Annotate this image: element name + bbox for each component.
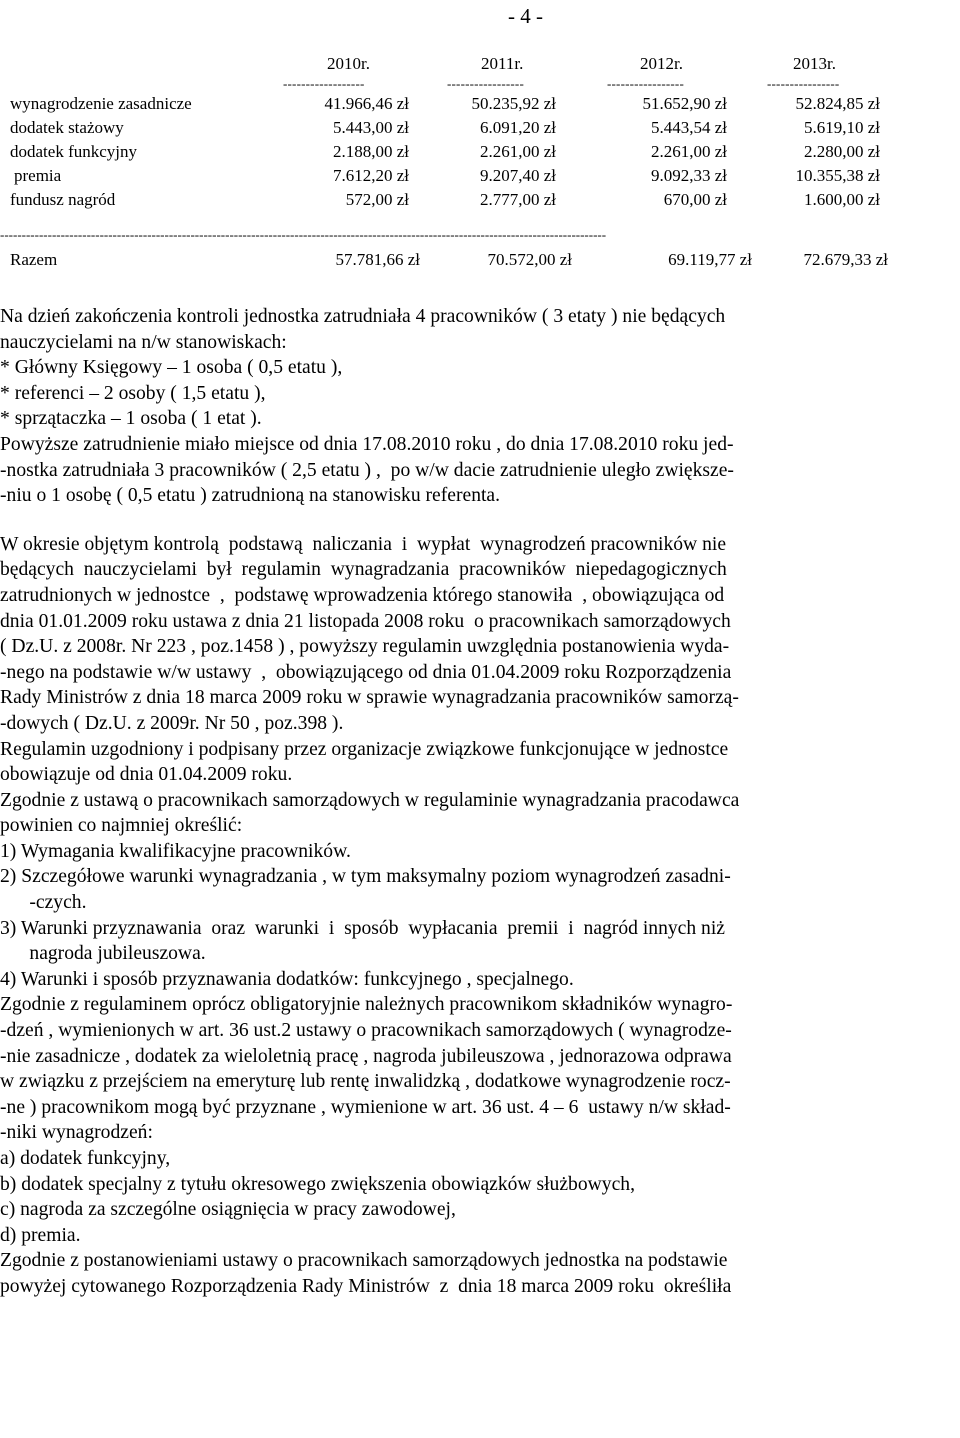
text-line: Powyższe zatrudnienie miało miejsce od dnia 17.08.2010 roku , do dnia 17.08.2010 roku jed- <box>0 433 734 455</box>
value-2010: 2.188,00 zł <box>332 142 409 161</box>
text-line: W okresie objętym kontrolą podstawą naliczania i wypłat wynagrodzeń pracowników nie <box>0 533 727 555</box>
text-line: -dowych ( Dz.U. z 2009r. Nr 50 , poz.398 ). <box>0 712 344 734</box>
text-line: -dzeń , wymienionych w art. 36 ust.2 ustawy o pracownikach samorządowych ( wynagrodze- <box>0 1020 732 1042</box>
value-2011: 50.235,92 zł <box>471 94 556 113</box>
text-line: -nego na podstawie w/w ustawy , obowiązującego od dnia 01.04.2009 roku Rozporządzenia <box>0 661 732 683</box>
underline-2011: ----------------- <box>447 76 524 91</box>
value-2012: 5.443,54 zł <box>650 118 727 137</box>
salary-table <box>0 52 960 212</box>
value-2011: 2.777,00 zł <box>479 190 556 209</box>
text-line: -nostka zatrudniała 3 pracowników ( 2,5 etatu ) , po w/w dacie zatrudnienie uległo zwiększe- <box>0 459 734 481</box>
year-2012: 2012r. <box>640 54 683 73</box>
row-label: dodatek funkcyjny <box>10 142 137 161</box>
paragraph-regulations <box>0 532 950 1300</box>
text-line: Regulamin uzgodniony i podpisany przez organizacje związkowe funkcjonujące w jednostce <box>0 738 729 760</box>
year-header-row <box>0 52 960 76</box>
text-line: c) nagroda za szczególne osiągnięcia w pracy zawodowej, <box>0 1199 456 1221</box>
value-2011: 6.091,20 zł <box>479 118 556 137</box>
value-2012: 51.652,90 zł <box>642 94 727 113</box>
value-2011: 2.261,00 zł <box>479 142 556 161</box>
paragraph-gap <box>0 509 950 532</box>
year-2013: 2013r. <box>793 54 836 73</box>
year-2010: 2010r. <box>327 54 370 73</box>
value-2013: 10.355,38 zł <box>795 166 880 185</box>
total-2013: 72.679,33 zł <box>803 250 888 269</box>
value-2011: 9.207,40 zł <box>479 166 556 185</box>
underline-2010: ------------------ <box>283 76 365 91</box>
text-line: w związku z przejściem na emeryturę lub rentę inwalidzką , dodatkowe wynagrodzenie rocz- <box>0 1071 731 1093</box>
underline-2012: ----------------- <box>607 76 684 91</box>
value-2010: 41.966,46 zł <box>324 94 409 113</box>
text-line: a) dodatek funkcyjny, <box>0 1148 171 1169</box>
value-2010: 572,00 zł <box>345 190 409 209</box>
underline-row <box>0 76 960 92</box>
text-line: 3) Warunki przyznawania oraz warunki i sposób wypłacania premii i nagród innych niż <box>0 917 725 939</box>
page-number: - 4 - <box>508 4 543 28</box>
table-row <box>0 116 960 140</box>
text-line: Zgodnie z postanowieniami ustawy o pracownikach samorządowych jednostka na podstawie <box>0 1250 728 1272</box>
paragraph-employment <box>0 304 950 509</box>
text-line: 2) Szczegółowe warunki wynagradzania , w tym maksymalny poziom wynagrodzeń zasadni- <box>0 866 731 888</box>
value-2012: 670,00 zł <box>663 190 727 209</box>
text-line: b) dodatek specjalny z tytułu okresowego zwiększenia obowiązków służbowych, <box>0 1173 635 1195</box>
text-line: * sprzątaczka – 1 osoba ( 1 etat ). <box>0 408 262 430</box>
row-label: dodatek stażowy <box>10 118 124 137</box>
text-line: Zgodnie z ustawą o pracownikach samorządowych w regulaminie wynagradzania pracodawca <box>0 789 740 811</box>
text-line: ( Dz.U. z 2008r. Nr 223 , poz.1458 ) , powyższy regulamin uwzględnia postanowienia wyda- <box>0 636 730 658</box>
value-2010: 5.443,00 zł <box>332 118 409 137</box>
row-label: wynagrodzenie zasadnicze <box>10 94 192 113</box>
text-line: 4) Warunki i sposób przyznawania dodatków: funkcyjnego , specjalnego. <box>0 968 574 990</box>
text-line: nauczycielami na n/w stanowiskach: <box>0 331 287 353</box>
value-2010: 7.612,20 zł <box>332 166 409 185</box>
text-line: 1) Wymagania kwalifikacyjne pracowników. <box>0 840 351 862</box>
total-2012: 69.119,77 zł <box>668 250 752 269</box>
value-2012: 2.261,00 zł <box>650 142 727 161</box>
body-text <box>0 304 950 1300</box>
text-line: * referenci – 2 osoby ( 1,5 etatu ), <box>0 382 266 404</box>
text-line: nagroda jubileuszowa. <box>0 943 206 965</box>
value-2013: 2.280,00 zł <box>803 142 880 161</box>
text-line: Zgodnie z regulaminem oprócz obligatoryjnie należnych pracownikom składników wynagro- <box>0 994 733 1016</box>
value-2013: 1.600,00 zł <box>803 190 880 209</box>
underline-2013: ---------------- <box>767 76 840 91</box>
text-line: d) premia. <box>0 1224 81 1246</box>
row-label: fundusz nagród <box>10 190 116 209</box>
text-line: zatrudnionych w jednostce , podstawę wprowadzenia którego stanowiła , obowiązująca od <box>0 584 725 606</box>
total-2011: 70.572,00 zł <box>487 250 572 269</box>
text-line: -czych. <box>0 892 87 914</box>
table-row <box>0 140 960 164</box>
text-line: będących nauczycielami był regulamin wynagradzania pracowników niepedagogicznych <box>0 559 727 581</box>
value-2013: 52.824,85 zł <box>795 94 880 113</box>
value-2012: 9.092,33 zł <box>650 166 727 185</box>
table-separator: -------------------------------------------------------------------------------------------------------------------------------------------- <box>0 227 607 242</box>
text-line: powinien co najmniej określić: <box>0 815 243 837</box>
total-2010: 57.781,66 zł <box>335 250 420 269</box>
text-line: -ne ) pracownikom mogą być przyznane , wymienione w art. 36 ust. 4 – 6 ustawy n/w skład- <box>0 1096 731 1118</box>
row-label: premia <box>14 166 62 185</box>
text-line: obowiązuje od dnia 01.04.2009 roku. <box>0 764 293 786</box>
value-2013: 5.619,10 zł <box>803 118 880 137</box>
text-line: Rady Ministrów z dnia 18 marca 2009 roku w sprawie wynagradzania pracowników samorzą- <box>0 687 739 709</box>
text-line: -nie zasadnicze , dodatek za wieloletnią pracę , nagroda jubileuszowa , jednorazowa odprawa <box>0 1045 732 1067</box>
text-line: Na dzień zakończenia kontroli jednostka zatrudniała 4 pracowników ( 3 etaty ) nie będących <box>0 306 726 327</box>
table-row <box>0 92 960 116</box>
total-row-wrap <box>0 248 960 272</box>
table-row <box>0 164 960 188</box>
text-line: -niu o 1 osobę ( 0,5 etatu ) zatrudnioną na stanowisku referenta. <box>0 485 501 507</box>
year-2011: 2011r. <box>481 54 524 73</box>
text-line: powyżej cytowanego Rozporządzenia Rady Ministrów z dnia 18 marca 2009 roku określiła <box>0 1275 732 1297</box>
total-row <box>0 248 960 272</box>
table-row <box>0 188 960 212</box>
text-line: -niki wynagrodzeń: <box>0 1122 153 1144</box>
total-label: Razem <box>10 250 58 269</box>
text-line: dnia 01.01.2009 roku ustawa z dnia 21 listopada 2008 roku o pracownikach samorządowych <box>0 610 731 632</box>
text-line: * Główny Księgowy – 1 osoba ( 0,5 etatu ), <box>0 357 343 379</box>
